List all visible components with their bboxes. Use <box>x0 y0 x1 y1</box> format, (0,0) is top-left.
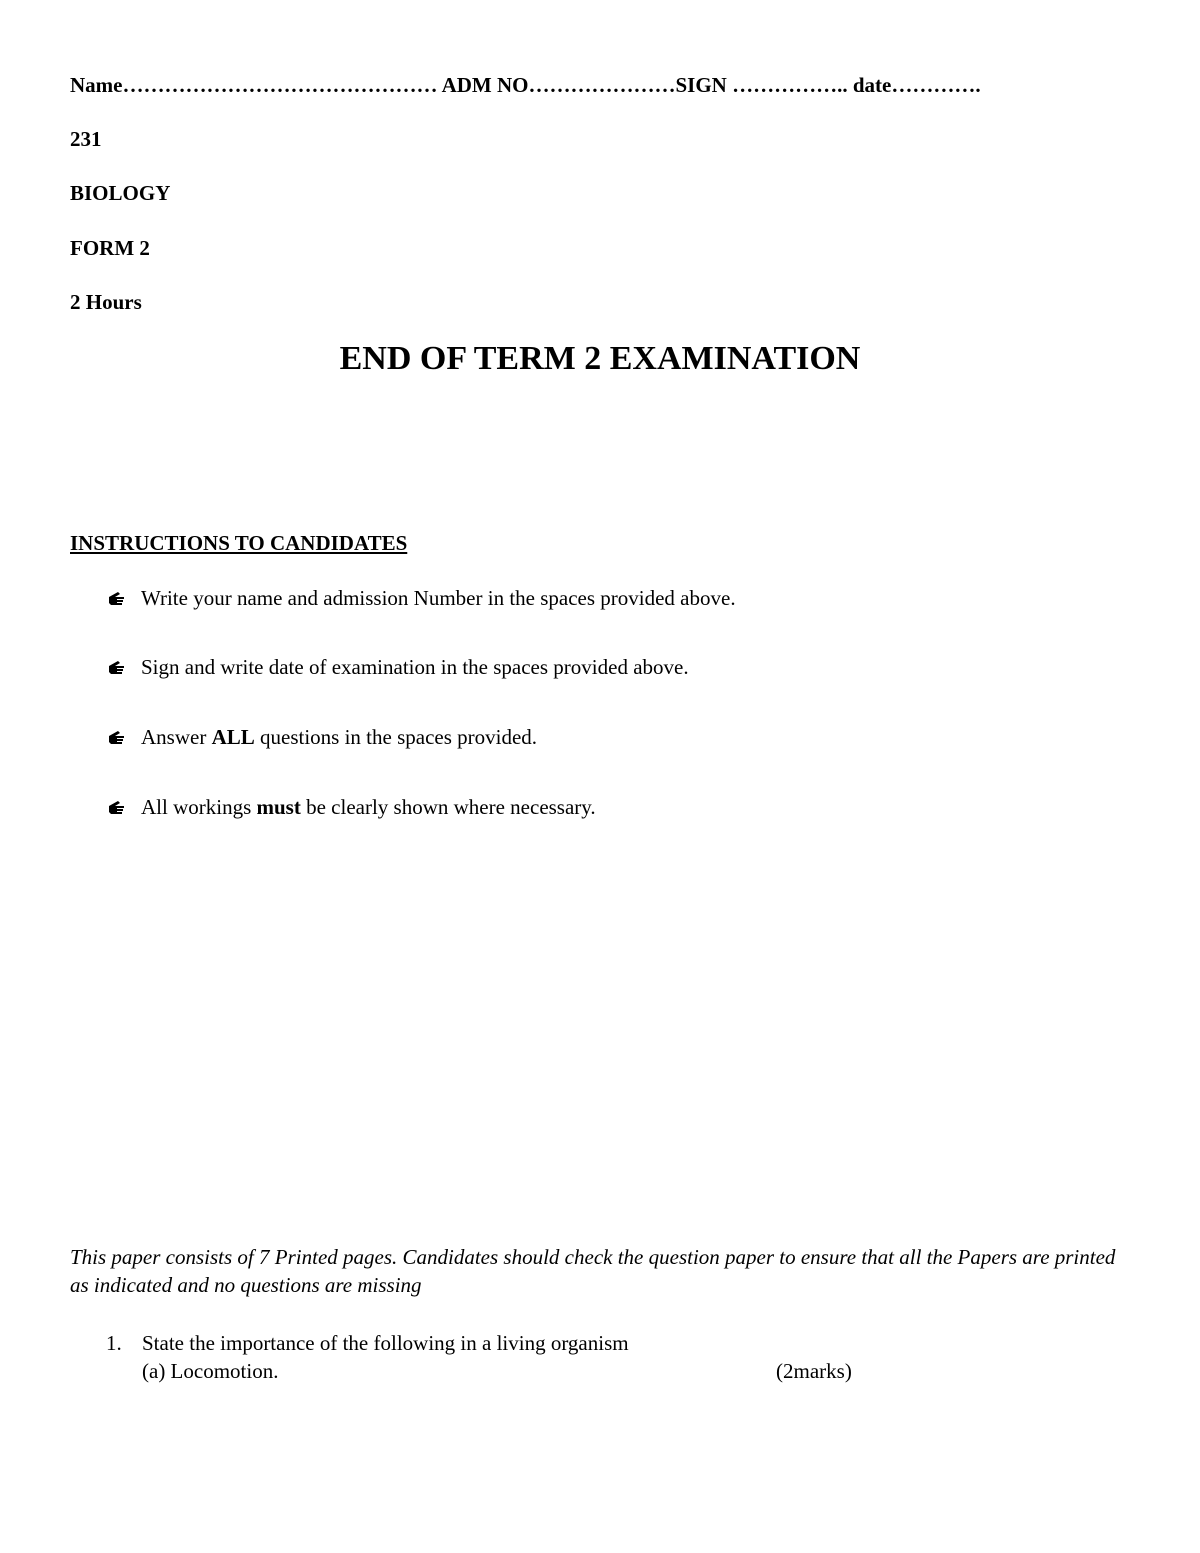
instruction-text-pre: Answer <box>141 725 212 749</box>
instruction-text-post: be clearly shown where necessary. <box>300 795 596 819</box>
paper-code: 231 <box>70 127 102 151</box>
instruction-item <box>108 655 689 680</box>
instruction-text: Write your name and admission Number in the spaces provided above. <box>141 586 736 610</box>
instruction-item <box>108 725 537 750</box>
instructions-heading: INSTRUCTIONS TO CANDIDATES <box>70 531 408 555</box>
duration: 2 Hours <box>70 290 142 314</box>
question-1a-marks: (2marks) <box>776 1359 852 1383</box>
question-1a: (a) Locomotion. <box>142 1359 279 1383</box>
pointing-hand-icon <box>108 799 126 817</box>
question-number: 1. <box>106 1331 122 1355</box>
exam-title: END OF TERM 2 EXAMINATION <box>339 340 861 377</box>
pointing-hand-icon <box>108 729 126 747</box>
paper-pages-note: This paper consists of 7 Printed pages. Candidates should check the question paper to ensure that all the Papers are printed as indicated and no questions are missing <box>70 1245 1116 1297</box>
question-1 <box>106 1328 629 1359</box>
instruction-emphasis: must <box>256 795 301 819</box>
instruction-text-pre: All workings <box>141 795 257 819</box>
form-level: FORM 2 <box>70 236 150 260</box>
pointing-hand-icon <box>108 590 126 608</box>
pointing-hand-icon <box>108 659 126 677</box>
instruction-text <box>141 725 537 750</box>
student-details-line: Name……………………………………… ADM NO…………………SIGN …………….. date…………. <box>70 73 981 97</box>
instruction-text-post: questions in the spaces provided. <box>254 725 538 749</box>
subject: BIOLOGY <box>70 181 171 205</box>
instruction-item <box>108 795 596 820</box>
instruction-text <box>141 795 596 820</box>
question-text: State the importance of the following in a living organism <box>142 1331 629 1355</box>
instruction-text: Sign and write date of examination in the spaces provided above. <box>141 655 689 679</box>
instruction-emphasis: ALL <box>211 725 255 749</box>
instruction-item <box>108 586 736 611</box>
